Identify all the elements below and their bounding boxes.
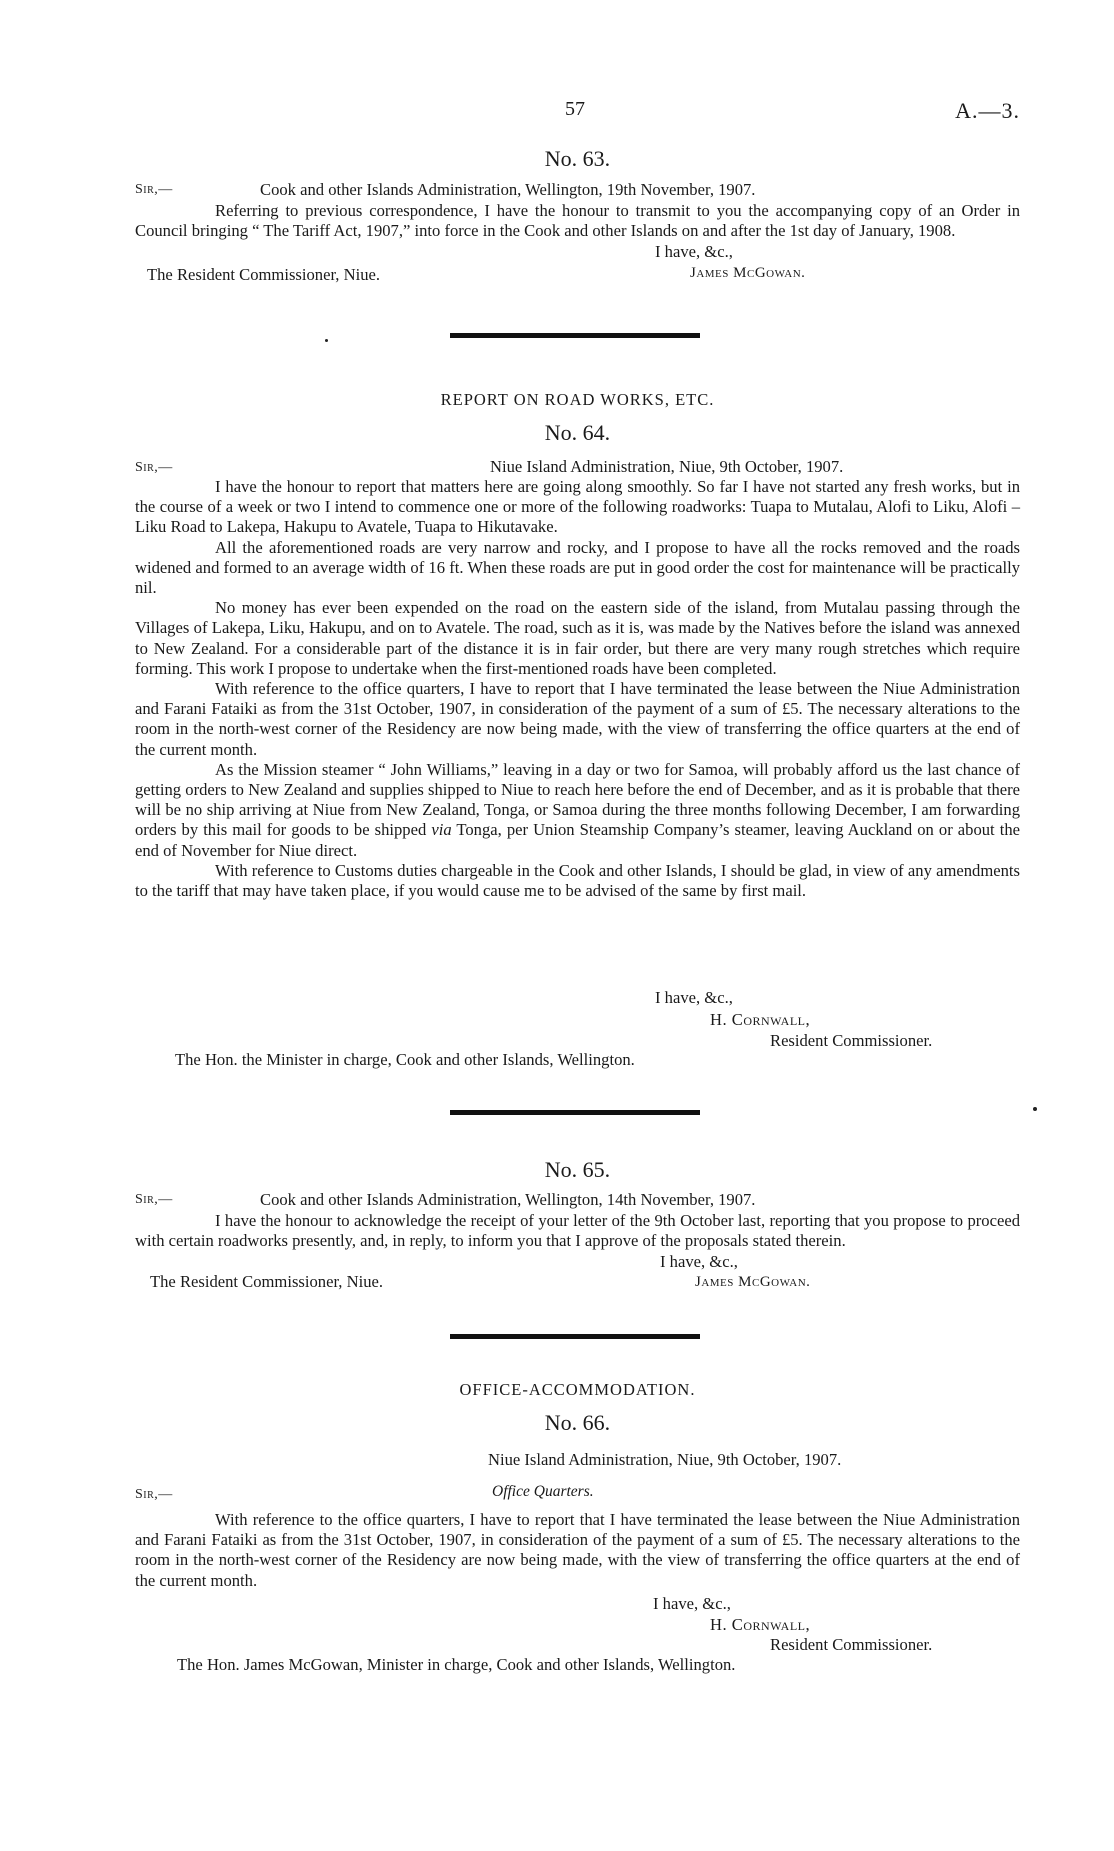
signature-63: James McGowan.	[690, 265, 806, 281]
page-number: 57	[565, 98, 585, 120]
letter-number-63: No. 63.	[544, 146, 611, 171]
dateline-63: Cook and other Islands Administration, Wellington, 19th November, 1907.	[260, 180, 756, 199]
body-paragraph: With reference to Customs duties chargeable in the Cook and other Islands, I should be glad, in view of any amendments to the tariff that may have taken place, if you would cause me to be advised of the same by first mail.	[135, 860, 1020, 901]
salutation-63: Sir,—	[135, 182, 173, 197]
addressee-65: The Resident Commissioner, Niue.	[150, 1272, 384, 1291]
italic-via: via	[431, 820, 452, 840]
signatory-title-66: Resident Commissioner.	[770, 1635, 933, 1654]
letter-number-64: No. 64.	[544, 420, 611, 445]
section-heading-road-works: REPORT ON ROAD WORKS, ETC.	[440, 390, 715, 409]
body-paragraph: With reference to the office quarters, I have to report that I have terminated the lease between the Niue Administration and Farani Fataiki as from the 31st October, 1907, in consideration of the payment of a sum of £5. The necessary alterations to the room in the north-west corner of the Residency are now being made, with the view of transferring the office quarters at the end of the current month.	[135, 679, 1020, 759]
signatory-title-64: Resident Commissioner.	[770, 1031, 933, 1050]
body-paragraph: All the aforementioned roads are very narrow and rocky, and I propose to have all the rocks removed and the roads widened and formed to an average width of 16 ft. When these roads are put in good order the cost for maintenance will be practically nil.	[135, 537, 1020, 598]
body-paragraph: I have the honour to acknowledge the receipt of your letter of the 9th October last, reporting that you propose to proceed with certain roadworks presently, and, in reply, to inform you that I approve of the proposals stated therein.	[135, 1211, 1020, 1251]
dateline-64: Niue Island Administration, Niue, 9th October, 1907.	[490, 457, 844, 476]
body-paragraph: No money has ever been expended on the road on the eastern side of the island, from Mutalau passing through the Villages of Lakepa, Liku, Hakupu, and on to Avatele. The road, such as it is, was made by the Natives before the island was annexed to New Zealand. For a considerable part of the distance it is in fair order, but there are very many rough stretches which require forming. This work I propose to undertake when the first-mentioned roads have been completed.	[135, 598, 1020, 678]
letter-number-65: No. 65.	[544, 1157, 611, 1182]
letter-body-66	[135, 1510, 1020, 1591]
signature-66: H. Cornwall,	[710, 1615, 811, 1634]
addressee-66: The Hon. James McGowan, Minister in charge, Cook and other Islands, Wellington.	[177, 1655, 736, 1674]
print-speck	[325, 339, 328, 342]
closing-66: I have, &c.,	[653, 1594, 731, 1613]
addressee-63: The Resident Commissioner, Niue.	[147, 265, 381, 284]
letter-body-65	[135, 1211, 1020, 1251]
addressee-64: The Hon. the Minister in charge, Cook and other Islands, Wellington.	[175, 1050, 635, 1069]
section-divider	[450, 1110, 700, 1115]
body-paragraph: Referring to previous correspondence, I have the honour to transmit to you the accompanying copy of an Order in Council bringing “ The Tariff Act, 1907,” into force in the Cook and other Islands on and after the 1st day of January, 1908.	[135, 201, 1020, 241]
letter-number-66: No. 66.	[544, 1410, 611, 1435]
closing-65: I have, &c.,	[660, 1252, 738, 1271]
parliamentary-reference: A.—3.	[955, 98, 1020, 123]
subject-line-66: Office Quarters.	[492, 1483, 594, 1500]
letter-body-63	[135, 201, 1020, 241]
closing-63: I have, &c.,	[655, 242, 733, 261]
closing-64: I have, &c.,	[655, 988, 733, 1007]
print-speck	[1033, 1107, 1037, 1111]
body-paragraph: With reference to the office quarters, I have to report that I have terminated the lease between the Niue Administration and Farani Fataiki as from the 31st October, 1907, in consideration of the payment of a sum of £5. The necessary alterations to the room in the north-west corner of the Residency are now being made, with the view of transferring the office quarters at the end of the current month.	[135, 1510, 1020, 1590]
section-divider	[450, 1334, 700, 1339]
dateline-66: Niue Island Administration, Niue, 9th October, 1907.	[488, 1450, 842, 1469]
signature-64: H. Cornwall,	[710, 1010, 811, 1029]
letter-body-64	[135, 477, 1020, 901]
body-paragraph: I have the honour to report that matters here are going along smoothly. So far I have not started any fresh works, but in the course of a week or two I intend to commence one or more of the following roadworks: Tuapa to Mutalau, Alofi to Liku, Alofi – Liku Road to Lakepa, Hakupu to Avatele, Tuapa to Hikutavake.	[135, 477, 1020, 537]
signature-65: James McGowan.	[695, 1274, 811, 1290]
dateline-65: Cook and other Islands Administration, Wellington, 14th November, 1907.	[260, 1190, 756, 1209]
salutation-64: Sir,—	[135, 460, 173, 475]
salutation-66: Sir,—	[135, 1487, 173, 1502]
salutation-65: Sir,—	[135, 1192, 173, 1207]
section-heading-office-accommodation: OFFICE-ACCOMMODATION.	[459, 1380, 696, 1399]
document-page	[135, 0, 1020, 1851]
body-paragraph: As the Mission steamer “ John Williams,” leaving in a day or two for Samoa, will probably afford us the last chance of getting orders to New Zealand and supplies shipped to Niue to reach here before the end of December, and as it is probable that there will be no ship arriving at Niue from New Zealand, Tonga, or Samoa during the three months following December, I am forwarding orders by this mail for goods to be shipped via Tonga, per Union Steamship Company’s steamer, leaving Auckland on or about the end of November for Niue direct.	[135, 759, 1021, 860]
section-divider	[450, 333, 700, 338]
